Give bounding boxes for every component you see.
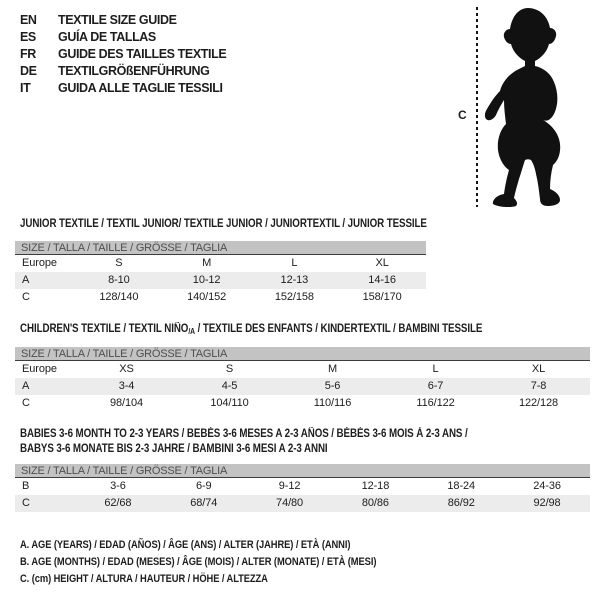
size-cell: 80/86 bbox=[361, 497, 389, 509]
children-title-subscript: /A bbox=[188, 327, 195, 336]
size-cell: S bbox=[225, 363, 234, 375]
lang-row-en bbox=[20, 12, 226, 29]
size-cell: 128/140 bbox=[99, 291, 139, 303]
size-cell: M bbox=[202, 257, 212, 269]
size-cell: 122/128 bbox=[518, 397, 559, 409]
size-cell: S bbox=[115, 257, 123, 269]
babies-size-table bbox=[15, 464, 590, 512]
lang-row-de bbox=[20, 63, 226, 80]
size-cell: L bbox=[432, 363, 439, 375]
table-row bbox=[15, 289, 426, 306]
row-label: Europe bbox=[22, 363, 57, 375]
size-cell: 98/104 bbox=[109, 397, 144, 409]
size-cell: 116/122 bbox=[416, 397, 455, 409]
legend-notes bbox=[20, 537, 439, 588]
size-cell: 86/92 bbox=[447, 497, 475, 509]
table-row bbox=[15, 255, 426, 272]
note-age-months: B. AGE (MONTHS) / EDAD (MESES) / ÂGE (MOIS) / ALTER (MONATE) / ETÀ (MESI) bbox=[20, 556, 377, 568]
size-cell: XL bbox=[375, 257, 389, 269]
lang-code: IT bbox=[20, 81, 31, 95]
size-cell: 3-6 bbox=[110, 480, 126, 492]
table-row bbox=[15, 361, 590, 378]
row-label: C bbox=[22, 291, 30, 303]
size-cell: 14-16 bbox=[368, 274, 396, 286]
size-cell: 4-5 bbox=[221, 380, 238, 392]
children-table-title bbox=[20, 322, 482, 339]
size-cell: 110/116 bbox=[313, 397, 352, 409]
row-label: Europe bbox=[22, 257, 57, 269]
size-cell: 6-7 bbox=[427, 380, 444, 392]
row-label: C bbox=[22, 497, 30, 509]
size-cell: 104/110 bbox=[210, 397, 249, 409]
lang-title: TEXTILGRÖßENFÜHRUNG bbox=[58, 64, 210, 78]
note-age-years: A. AGE (YEARS) / EDAD (AÑOS) / ÂGE (ANS) / ALTER (JAHRE) / ETÀ (ANNI) bbox=[20, 539, 351, 551]
size-cell: 158/170 bbox=[362, 291, 402, 303]
babies-title-line2: BABYS 3-6 MONATE BIS 2-3 JAHRE / BAMBINI 3-6 MESI A 2-3 ANNI bbox=[20, 443, 328, 455]
size-cell: 62/68 bbox=[104, 497, 132, 509]
lang-title: GUIDA ALLE TAGLIE TESSILI bbox=[58, 81, 223, 95]
row-label: A bbox=[22, 274, 30, 286]
size-cell: 5-6 bbox=[324, 380, 341, 392]
lang-row-fr bbox=[20, 46, 226, 63]
lang-row-es bbox=[20, 29, 226, 46]
size-cell: 8-10 bbox=[108, 274, 130, 286]
size-cell: 10-12 bbox=[192, 274, 221, 286]
row-label: A bbox=[22, 380, 30, 392]
children-title-prefix: CHILDREN'S TEXTILE / TEXTIL NIÑO bbox=[20, 323, 189, 335]
lang-title: GUÍA DE TALLAS bbox=[58, 30, 156, 44]
size-cell: 6-9 bbox=[195, 480, 212, 492]
babies-table-title bbox=[20, 427, 468, 457]
row-label: C bbox=[22, 397, 30, 409]
height-measure-dashed-line bbox=[476, 7, 478, 207]
size-cell: 152/158 bbox=[274, 291, 314, 303]
size-cell: 9-12 bbox=[278, 480, 301, 492]
junior-table-title: JUNIOR TEXTILE / TEXTIL JUNIOR/ TEXTILE JUNIOR / JUNIORTEXTIL / JUNIOR TESSILE bbox=[20, 218, 427, 230]
junior-size-table bbox=[15, 241, 426, 306]
table-row bbox=[15, 495, 590, 512]
table-row bbox=[15, 478, 590, 495]
size-header-bar: SIZE / TALLA / TAILLE / GRÖSSE / TAGLIA bbox=[15, 241, 426, 255]
note-height: C. (cm) HEIGHT / ALTURA / HAUTEUR / HÖHE / ALTEZZA bbox=[20, 573, 268, 585]
table-row bbox=[15, 272, 426, 289]
size-cell: 68/74 bbox=[190, 497, 218, 509]
lang-code: EN bbox=[20, 13, 37, 27]
size-cell: 3-4 bbox=[118, 380, 135, 392]
size-cell: 18-24 bbox=[447, 480, 476, 492]
size-cell: 12-18 bbox=[361, 480, 390, 492]
baby-silhouette-image bbox=[484, 6, 586, 208]
language-list bbox=[20, 12, 226, 97]
children-size-table bbox=[15, 347, 590, 412]
size-cell: XL bbox=[531, 363, 546, 375]
lang-code: FR bbox=[20, 47, 36, 61]
size-cell: 74/80 bbox=[276, 497, 304, 509]
size-cell: 7-8 bbox=[530, 380, 547, 392]
lang-title: TEXTILE SIZE GUIDE bbox=[58, 13, 177, 27]
table-row bbox=[15, 395, 590, 412]
size-cell: 24-36 bbox=[533, 480, 561, 492]
children-title-suffix: / TEXTILE DES ENFANTS / KINDERTEXTIL / BAMBINI TESSILE bbox=[194, 323, 483, 335]
lang-title: GUIDE DES TAILLES TEXTILE bbox=[58, 47, 227, 61]
size-cell: 12-13 bbox=[280, 274, 309, 286]
lang-code: ES bbox=[20, 30, 36, 44]
lang-code: DE bbox=[20, 64, 37, 78]
size-cell: XS bbox=[119, 363, 134, 375]
babies-title-line1: BABIES 3-6 MONTH TO 2-3 YEARS / BEBÉS 3-6 MESES A 2-3 AÑOS / BÉBÉS 3-6 MOIS À 2-3 ANS / bbox=[20, 428, 468, 440]
row-label: B bbox=[22, 480, 30, 492]
size-cell: M bbox=[327, 363, 338, 375]
lang-row-it bbox=[20, 80, 226, 97]
size-cell: 140/152 bbox=[187, 291, 227, 303]
size-cell: 92/98 bbox=[533, 497, 561, 509]
size-header-bar: SIZE / TALLA / TAILLE / GRÖSSE / TAGLIA bbox=[15, 347, 590, 361]
height-measure-label: C bbox=[458, 108, 467, 122]
size-header-bar: SIZE / TALLA / TAILLE / GRÖSSE / TAGLIA bbox=[15, 464, 590, 478]
size-cell: L bbox=[291, 257, 298, 269]
table-row bbox=[15, 378, 590, 395]
